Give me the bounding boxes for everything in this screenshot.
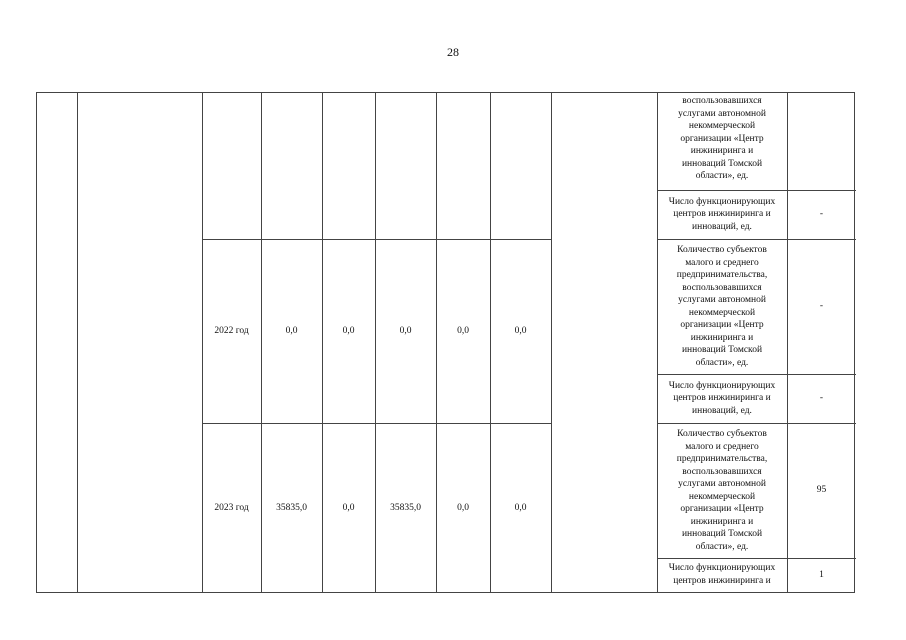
indicator-cell: воспользовавшихся услугами автономной некоммерческой организации «Центр инжиниринга и инноваций Томской области», ед. [678, 96, 766, 181]
page-number: 28 [447, 45, 459, 59]
indicator-cell: Число функционирующих центров инжиниринга и инноваций, ед. [668, 196, 776, 232]
value-cell: 0,0 [514, 325, 527, 336]
value-cell: 0,0 [342, 325, 355, 336]
indicator-value: 95 [816, 485, 827, 496]
value-cell: 0,0 [457, 325, 469, 336]
value-cell: 0,0 [514, 503, 527, 514]
year-cell: 2022 год [214, 325, 249, 336]
indicator-value: 1 [819, 570, 824, 581]
value-cell: 0,0 [399, 325, 412, 336]
indicator-value: - [819, 301, 824, 312]
indicator-cell: Количество субъектов малого и среднего предпринимательства, воспользовавшихся услугами автономной некоммерческой организации «Центр инжиниринга и инноваций Томской области», ед. [676, 429, 768, 552]
value-cell: 35835,0 [390, 503, 421, 514]
col-divider [77, 93, 78, 592]
indicator-value [787, 93, 856, 190]
value-cell: 0,0 [285, 325, 298, 336]
indicator-value: - [819, 209, 824, 220]
value-cell: 0,0 [342, 503, 355, 514]
year-cell: 2023 год [214, 503, 249, 514]
indicator-cell: Число функционирующих центров инжиниринга и инноваций, ед. [668, 380, 776, 416]
indicator-value: - [819, 393, 824, 404]
col-divider [551, 93, 552, 592]
indicator-cell: Количество субъектов малого и среднего предпринимательства, воспользовавшихся услугами автономной некоммерческой организации «Центр инжиниринга и инноваций Томской области», ед. [676, 245, 768, 368]
data-table [36, 92, 855, 593]
indicator-cell: Число функционирующих центров инжиниринга и [668, 563, 776, 586]
value-cell: 35835,0 [276, 503, 307, 514]
value-cell: 0,0 [457, 503, 469, 514]
